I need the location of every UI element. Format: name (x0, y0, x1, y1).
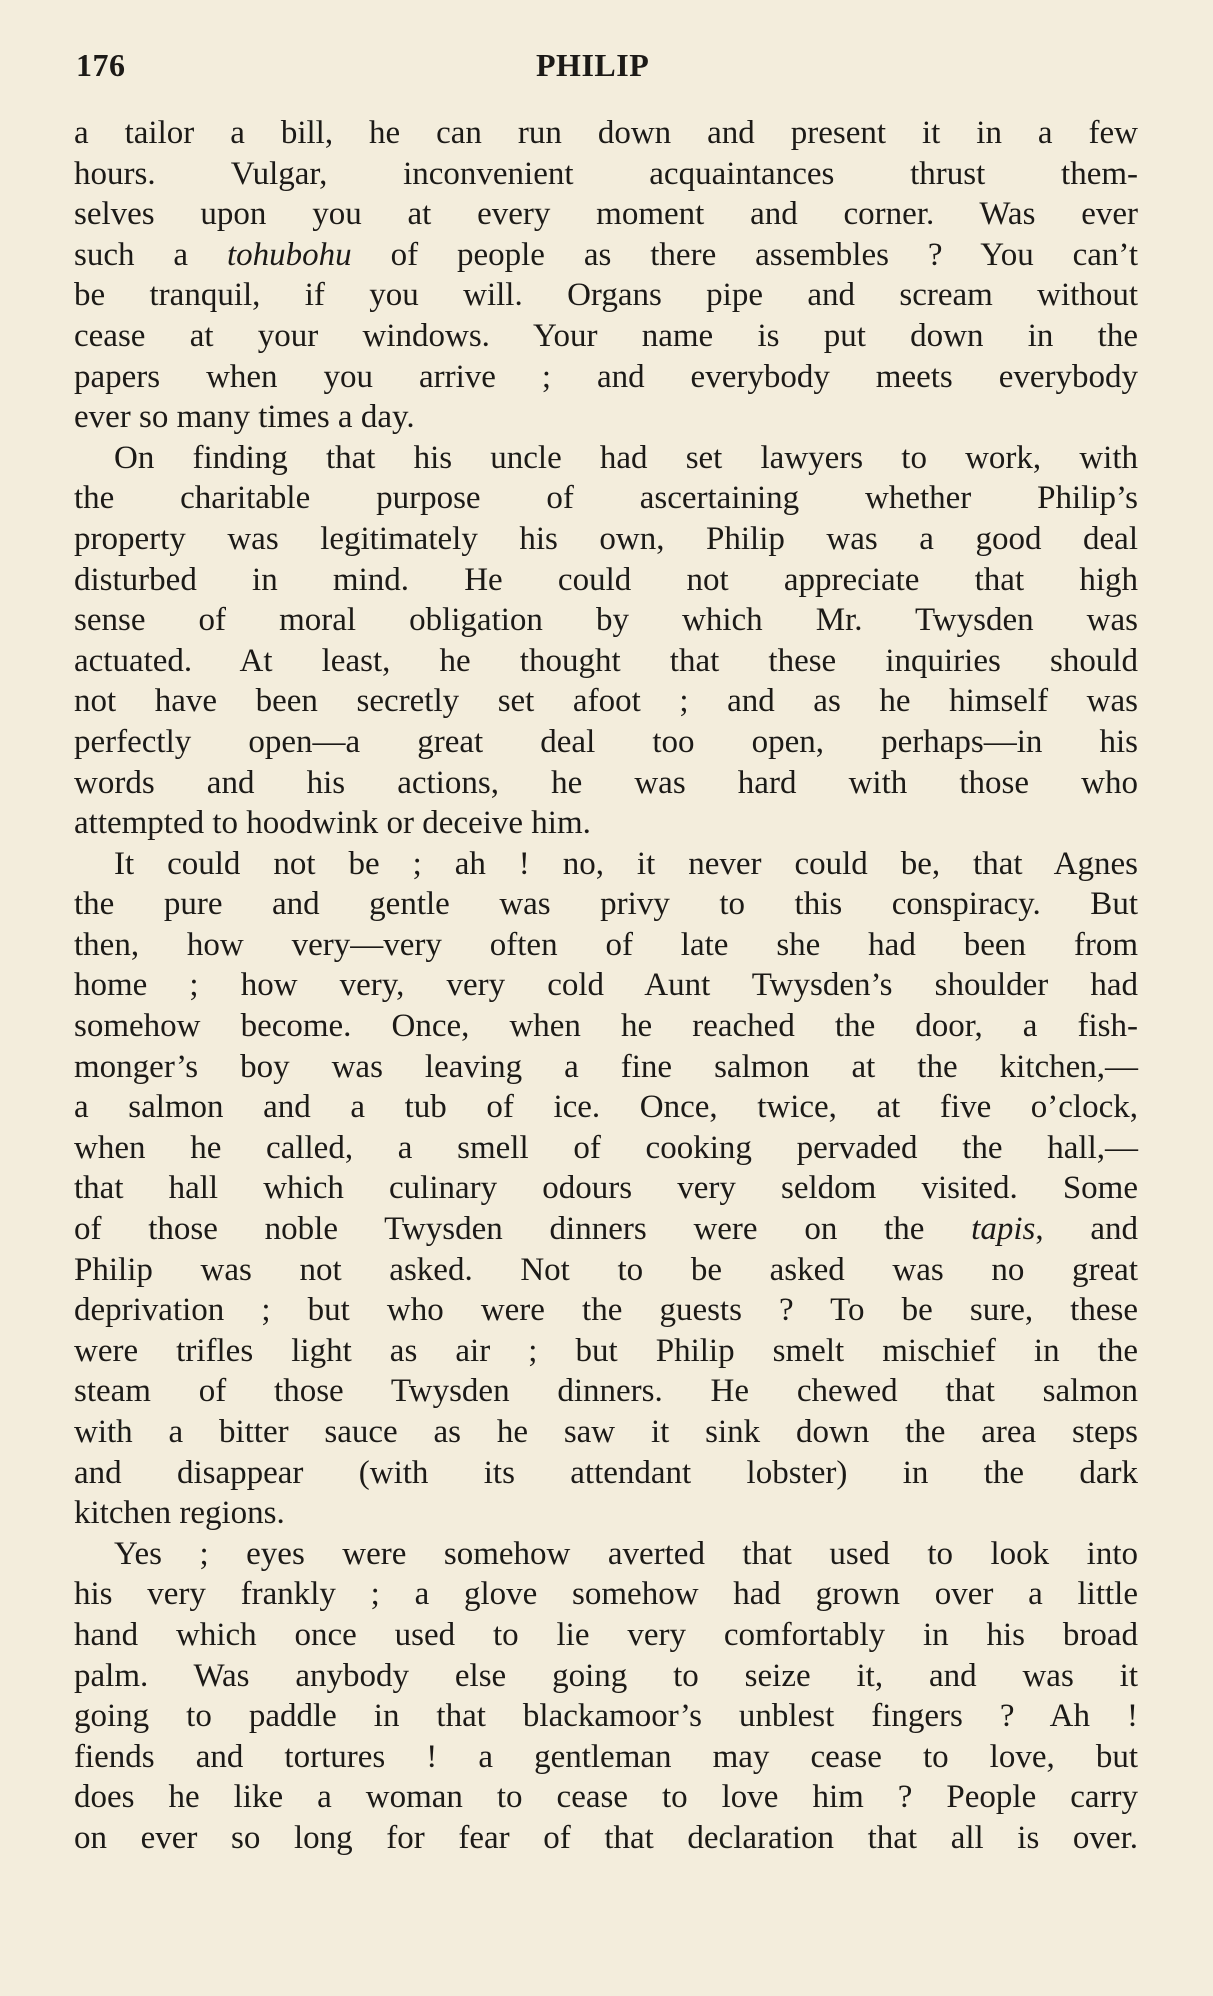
text-line (74, 235, 1138, 276)
text-line: selves upon you at every moment and corner. Was ever (74, 196, 1138, 233)
text-line: sense of moral obligation by which Mr. Twysden was (74, 602, 1138, 639)
text-segment: of people as there assembles ? You can’t (351, 236, 1138, 273)
page-number: 176 (76, 47, 126, 83)
text-line: hand which once used to lie very comfortably in his broad (74, 1616, 1138, 1653)
text-line: not have been secretly set afoot ; and as he himself was (74, 683, 1138, 720)
running-head (76, 40, 1138, 90)
text-line: with a bitter sauce as he saw it sink down the area steps (74, 1414, 1138, 1450)
text-line: perfectly open—a great deal too open, perhaps—in his (74, 723, 1138, 760)
text-line: a salmon and a tub of ice. Once, twice, at five o’clock, (74, 1089, 1138, 1126)
text-line: when he called, a smell of cooking pervaded the hall,— (74, 1129, 1138, 1166)
text-line: papers when you arrive ; and everybody meets everybody (74, 358, 1138, 395)
text-line: be tranquil, if you will. Organs pipe and scream without (74, 277, 1138, 314)
text-line: It could not be ; ah ! no, it never could be, that Agnes (114, 845, 1138, 882)
text-segment: of those noble Twysden dinners were on the (74, 1211, 972, 1248)
text-line: ever so many times a day. (74, 399, 415, 436)
text-line: actuated. At least, he thought that these inquiries should (74, 642, 1138, 679)
text-line: does he like a woman to cease to love him ? People carry (74, 1779, 1138, 1816)
text-line: going to paddle in that blackamoor’s unblest fingers ? Ah ! (74, 1698, 1138, 1735)
text-line: disturbed in mind. He could not appreciate that high (74, 561, 1138, 598)
text-line: Philip was not asked. Not to be asked was no great (74, 1251, 1138, 1288)
italic-phrase: tapis (971, 1211, 1036, 1248)
text-line: property was legitimately his own, Philip was a good deal (74, 520, 1138, 557)
text-line: palm. Was anybody else going to seize it, and was it (74, 1657, 1138, 1694)
text-line: kitchen regions. (74, 1495, 285, 1532)
text-line: then, how very—very often of late she had been from (74, 926, 1138, 963)
book-title: PHILIP (536, 47, 650, 83)
text-line: somehow become. Once, when he reached the door, a fish- (74, 1008, 1138, 1045)
text-line: attempted to hoodwink or deceive him. (74, 805, 591, 842)
text-line: On finding that his uncle had set lawyers to work, with (114, 439, 1138, 476)
text-line: a tailor a bill, he can run down and present it in a few (74, 115, 1138, 151)
text-line: that hall which culinary odours very seldom visited. Some (74, 1170, 1138, 1207)
text-line: and disappear (with its attendant lobster) in the dark (74, 1454, 1138, 1491)
text-line: Yes ; eyes were somehow averted that used to look into (114, 1535, 1138, 1572)
text-line (74, 1209, 1138, 1250)
text-line: fiends and tortures ! a gentleman may cease to love, but (74, 1738, 1138, 1775)
text-line: home ; how very, very cold Aunt Twysden’s shoulder had (74, 967, 1138, 1004)
text-line: were trifles light as air ; but Philip smelt mischief in the (74, 1332, 1138, 1369)
text-line: hours. Vulgar, inconvenient acquaintances thrust them- (74, 155, 1138, 192)
text-line: cease at your windows. Your name is put down in the (74, 317, 1138, 354)
text-line: deprivation ; but who were the guests ? To be sure, these (74, 1292, 1138, 1329)
text-line: steam of those Twysden dinners. He chewed that salmon (74, 1373, 1138, 1410)
text-line: monger’s boy was leaving a fine salmon at the kitchen,— (74, 1048, 1138, 1085)
text-segment: such a (74, 236, 227, 273)
italic-phrase: tohubohu (226, 236, 352, 273)
body-text (74, 113, 1138, 1859)
text-line: the charitable purpose of ascertaining whether Philip’s (74, 480, 1138, 517)
text-line: on ever so long for fear of that declaration that all is over. (74, 1819, 1138, 1856)
text-line: his very frankly ; a glove somehow had grown over a little (74, 1576, 1138, 1613)
text-line: the pure and gentle was privy to this conspiracy. But (74, 886, 1138, 923)
text-segment: , and (1035, 1211, 1138, 1248)
text-line: words and his actions, he was hard with those who (74, 764, 1138, 801)
